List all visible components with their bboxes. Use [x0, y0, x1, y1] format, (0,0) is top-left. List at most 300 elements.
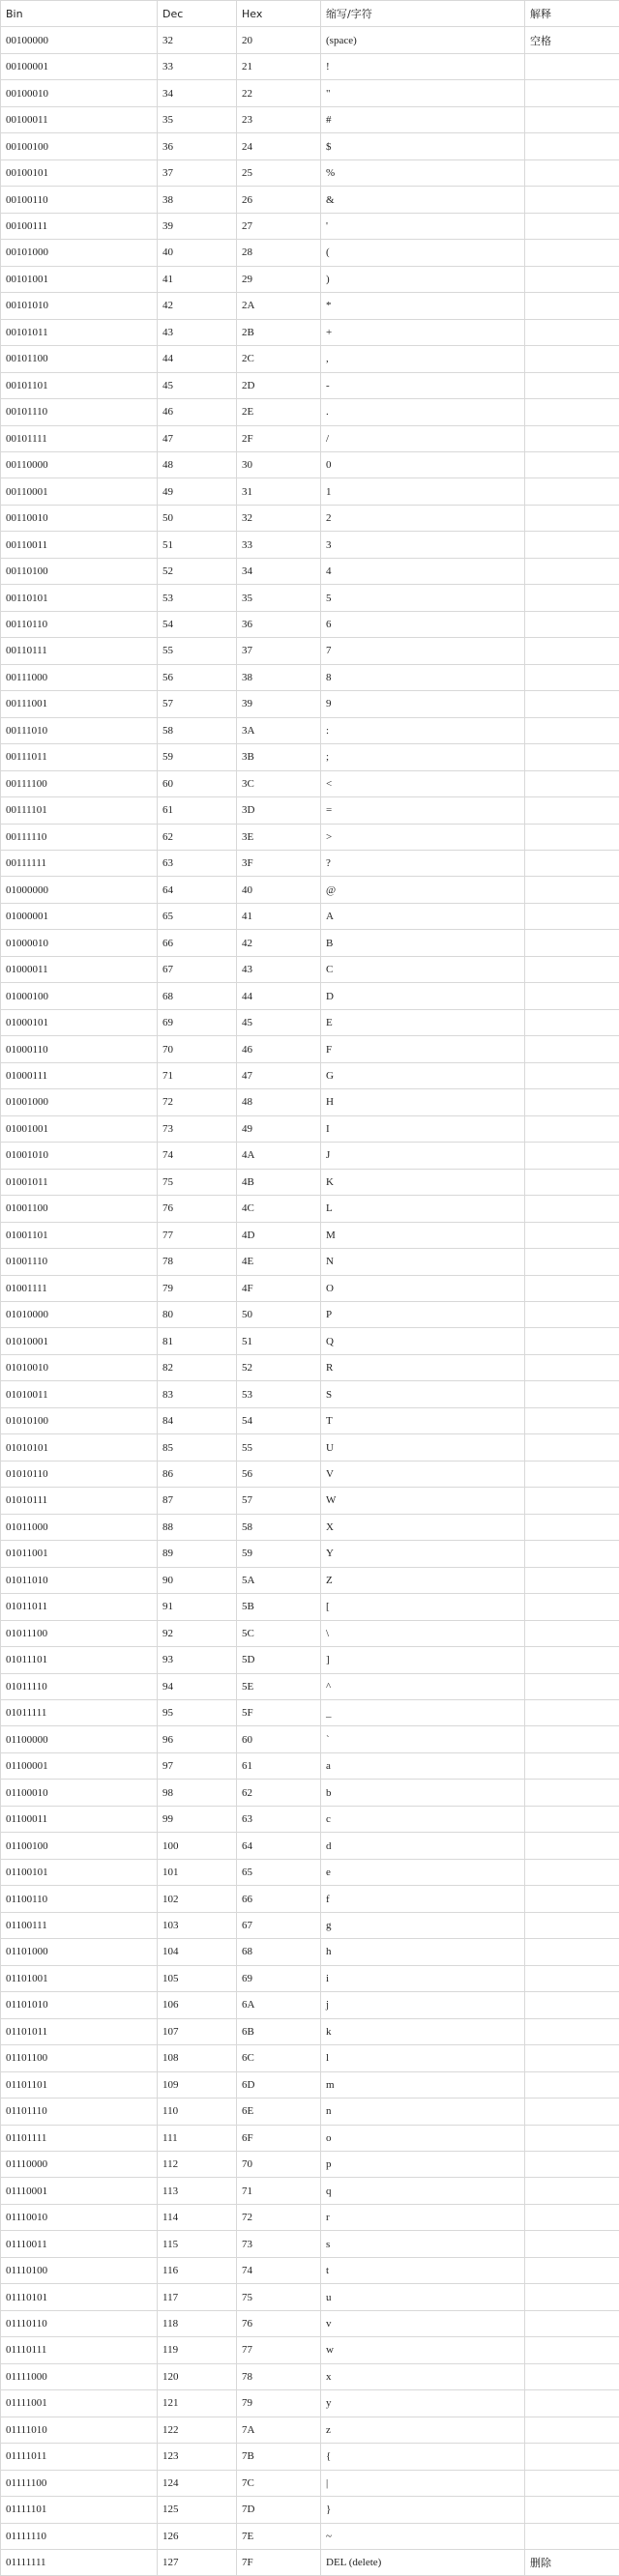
cell-hex: 63: [237, 1806, 321, 1832]
cell-dec: 57: [158, 691, 237, 717]
cell-bin: 01111001: [1, 2390, 158, 2417]
cell-dec: 109: [158, 2071, 237, 2098]
cell-bin: 01100101: [1, 1859, 158, 1885]
cell-bin: 00110110: [1, 611, 158, 637]
cell-explain: [525, 1089, 619, 1115]
table-row: [1, 1620, 619, 1646]
cell-explain: [525, 1434, 619, 1461]
cell-char: u: [321, 2284, 525, 2310]
cell-dec: 85: [158, 1434, 237, 1461]
cell-hex: 20: [237, 27, 321, 53]
cell-bin: 01000011: [1, 956, 158, 982]
cell-dec: 127: [158, 2550, 237, 2576]
cell-hex: 46: [237, 1036, 321, 1062]
cell-dec: 82: [158, 1354, 237, 1380]
cell-char: Q: [321, 1328, 525, 1354]
cell-hex: 3F: [237, 851, 321, 877]
cell-char: q: [321, 2178, 525, 2204]
cell-dec: 63: [158, 851, 237, 877]
cell-bin: 01011100: [1, 1620, 158, 1646]
cell-dec: 45: [158, 372, 237, 398]
cell-hex: 29: [237, 266, 321, 292]
table-row: [1, 2444, 619, 2470]
table-row: [1, 1222, 619, 1248]
cell-explain: [525, 930, 619, 956]
table-row: [1, 187, 619, 213]
cell-dec: 80: [158, 1301, 237, 1327]
cell-explain: [525, 293, 619, 319]
cell-bin: 01001111: [1, 1275, 158, 1301]
cell-hex: 38: [237, 664, 321, 690]
cell-explain: [525, 2045, 619, 2071]
cell-hex: 5B: [237, 1594, 321, 1620]
cell-bin: 00111101: [1, 797, 158, 824]
cell-dec: 100: [158, 1833, 237, 1859]
cell-explain: [525, 1062, 619, 1088]
cell-explain: [525, 159, 619, 186]
cell-hex: 5F: [237, 1700, 321, 1726]
cell-bin: 00110001: [1, 478, 158, 505]
cell-hex: 52: [237, 1354, 321, 1380]
cell-char: C: [321, 956, 525, 982]
table-row: [1, 2310, 619, 2336]
cell-bin: 01000101: [1, 1009, 158, 1035]
cell-char: -: [321, 372, 525, 398]
cell-dec: 64: [158, 877, 237, 903]
cell-char: K: [321, 1169, 525, 1195]
cell-explain: 删除: [525, 2550, 619, 2576]
table-row: [1, 1461, 619, 1487]
cell-dec: 95: [158, 1700, 237, 1726]
cell-explain: [525, 2071, 619, 2098]
cell-hex: 51: [237, 1328, 321, 1354]
cell-char: d: [321, 1833, 525, 1859]
cell-dec: 60: [158, 770, 237, 796]
cell-explain: [525, 2470, 619, 2496]
table-row: [1, 1833, 619, 1859]
cell-explain: [525, 1965, 619, 1991]
cell-bin: 00100001: [1, 53, 158, 79]
table-row: [1, 2363, 619, 2389]
cell-dec: 36: [158, 133, 237, 159]
cell-dec: 72: [158, 1089, 237, 1115]
cell-explain: [525, 346, 619, 372]
table-row: [1, 1514, 619, 1540]
cell-bin: 01110100: [1, 2257, 158, 2283]
cell-char: ^: [321, 1673, 525, 1699]
cell-bin: 01111110: [1, 2523, 158, 2549]
cell-bin: 01010011: [1, 1381, 158, 1407]
cell-bin: 01111111: [1, 2550, 158, 2576]
cell-char: M: [321, 1222, 525, 1248]
cell-dec: 99: [158, 1806, 237, 1832]
cell-bin: 01011110: [1, 1673, 158, 1699]
cell-explain: [525, 956, 619, 982]
cell-explain: [525, 213, 619, 239]
cell-explain: [525, 1541, 619, 1567]
table-row: [1, 2125, 619, 2151]
table-row: [1, 133, 619, 159]
cell-char: ': [321, 213, 525, 239]
cell-bin: 01101011: [1, 2018, 158, 2044]
cell-dec: 106: [158, 1992, 237, 2018]
cell-dec: 50: [158, 505, 237, 531]
cell-hex: 21: [237, 53, 321, 79]
cell-explain: [525, 478, 619, 505]
cell-explain: [525, 532, 619, 558]
table-row: [1, 2178, 619, 2204]
table-row: [1, 797, 619, 824]
cell-dec: 42: [158, 293, 237, 319]
cell-dec: 90: [158, 1567, 237, 1593]
cell-bin: 01101111: [1, 2125, 158, 2151]
cell-dec: 39: [158, 213, 237, 239]
cell-hex: 66: [237, 1886, 321, 1912]
cell-bin: 00100100: [1, 133, 158, 159]
cell-dec: 86: [158, 1461, 237, 1487]
cell-explain: [525, 1886, 619, 1912]
table-row: [1, 1992, 619, 2018]
cell-explain: [525, 1115, 619, 1142]
cell-bin: 01010100: [1, 1407, 158, 1433]
cell-bin: 01000000: [1, 877, 158, 903]
cell-dec: 114: [158, 2204, 237, 2230]
table-row: [1, 240, 619, 266]
table-row: [1, 558, 619, 584]
cell-bin: 00101101: [1, 372, 158, 398]
cell-bin: 00111001: [1, 691, 158, 717]
cell-hex: 3B: [237, 744, 321, 770]
cell-bin: 01101101: [1, 2071, 158, 2098]
cell-char: s: [321, 2231, 525, 2257]
cell-explain: [525, 2125, 619, 2151]
cell-char: ;: [321, 744, 525, 770]
cell-explain: [525, 1301, 619, 1327]
table-row: [1, 2337, 619, 2363]
cell-char: /: [321, 425, 525, 451]
cell-bin: 01000100: [1, 983, 158, 1009]
cell-bin: 01100111: [1, 1912, 158, 1938]
table-row: [1, 1965, 619, 1991]
cell-bin: 01110000: [1, 2151, 158, 2177]
cell-explain: [525, 903, 619, 929]
table-row: [1, 213, 619, 239]
cell-char: 9: [321, 691, 525, 717]
cell-char: 1: [321, 478, 525, 505]
cell-dec: 38: [158, 187, 237, 213]
table-row: [1, 2417, 619, 2443]
cell-bin: 00110010: [1, 505, 158, 531]
table-row: [1, 2071, 619, 2098]
cell-char: ~: [321, 2523, 525, 2549]
cell-char: G: [321, 1062, 525, 1088]
cell-explain: [525, 824, 619, 850]
cell-hex: 68: [237, 1939, 321, 1965]
cell-explain: [525, 53, 619, 79]
cell-hex: 67: [237, 1912, 321, 1938]
cell-bin: 00101110: [1, 399, 158, 425]
cell-char: t: [321, 2257, 525, 2283]
cell-explain: [525, 770, 619, 796]
cell-dec: 102: [158, 1886, 237, 1912]
cell-dec: 94: [158, 1673, 237, 1699]
table-row: [1, 1328, 619, 1354]
cell-hex: 57: [237, 1488, 321, 1514]
cell-dec: 70: [158, 1036, 237, 1062]
cell-hex: 7F: [237, 2550, 321, 2576]
table-row: [1, 2497, 619, 2523]
header-explain: 解释: [525, 1, 619, 27]
cell-dec: 83: [158, 1381, 237, 1407]
cell-dec: 73: [158, 1115, 237, 1142]
cell-hex: 6E: [237, 2098, 321, 2125]
table-row: [1, 851, 619, 877]
cell-explain: [525, 638, 619, 664]
cell-explain: [525, 1992, 619, 2018]
cell-hex: 32: [237, 505, 321, 531]
cell-hex: 24: [237, 133, 321, 159]
cell-explain: [525, 877, 619, 903]
cell-hex: 2C: [237, 346, 321, 372]
cell-char: (space): [321, 27, 525, 53]
cell-hex: 7E: [237, 2523, 321, 2549]
cell-dec: 52: [158, 558, 237, 584]
cell-explain: [525, 1381, 619, 1407]
cell-char: {: [321, 2444, 525, 2470]
cell-hex: 59: [237, 1541, 321, 1567]
cell-hex: 33: [237, 532, 321, 558]
cell-char: 7: [321, 638, 525, 664]
cell-bin: 01010000: [1, 1301, 158, 1327]
cell-char: r: [321, 2204, 525, 2230]
cell-hex: 56: [237, 1461, 321, 1487]
cell-explain: [525, 240, 619, 266]
cell-hex: 48: [237, 1089, 321, 1115]
cell-char: N: [321, 1249, 525, 1275]
cell-char: v: [321, 2310, 525, 2336]
header-bin: Bin: [1, 1, 158, 27]
cell-explain: [525, 1249, 619, 1275]
cell-hex: 55: [237, 1434, 321, 1461]
cell-explain: [525, 2098, 619, 2125]
cell-hex: 7C: [237, 2470, 321, 2496]
cell-explain: [525, 372, 619, 398]
cell-explain: [525, 717, 619, 743]
cell-bin: 01010010: [1, 1354, 158, 1380]
table-row: [1, 824, 619, 850]
cell-hex: 3C: [237, 770, 321, 796]
table-row: [1, 1939, 619, 1965]
cell-explain: [525, 187, 619, 213]
cell-bin: 01000010: [1, 930, 158, 956]
cell-hex: 34: [237, 558, 321, 584]
cell-char: |: [321, 2470, 525, 2496]
cell-explain: [525, 1700, 619, 1726]
cell-hex: 4F: [237, 1275, 321, 1301]
cell-dec: 68: [158, 983, 237, 1009]
cell-explain: [525, 2390, 619, 2417]
cell-char: #: [321, 106, 525, 132]
table-row: [1, 532, 619, 558]
cell-explain: [525, 1806, 619, 1832]
cell-explain: [525, 133, 619, 159]
cell-char: P: [321, 1301, 525, 1327]
cell-bin: 01011010: [1, 1567, 158, 1593]
table-row: [1, 2204, 619, 2230]
cell-bin: 01010110: [1, 1461, 158, 1487]
cell-bin: 00101001: [1, 266, 158, 292]
cell-hex: 2B: [237, 319, 321, 345]
cell-char: X: [321, 1514, 525, 1540]
table-row: [1, 2550, 619, 2576]
cell-dec: 115: [158, 2231, 237, 2257]
cell-explain: [525, 1196, 619, 1222]
cell-hex: 36: [237, 611, 321, 637]
cell-dec: 78: [158, 1249, 237, 1275]
cell-dec: 98: [158, 1780, 237, 1806]
cell-char: g: [321, 1912, 525, 1938]
table-row: [1, 399, 619, 425]
cell-dec: 91: [158, 1594, 237, 1620]
cell-char: 5: [321, 585, 525, 611]
cell-hex: 60: [237, 1726, 321, 1752]
table-row: [1, 1036, 619, 1062]
cell-bin: 01011001: [1, 1541, 158, 1567]
cell-dec: 61: [158, 797, 237, 824]
table-row: [1, 585, 619, 611]
cell-hex: 22: [237, 80, 321, 106]
cell-char: e: [321, 1859, 525, 1885]
cell-dec: 105: [158, 1965, 237, 1991]
cell-char: `: [321, 1726, 525, 1752]
cell-explain: [525, 1275, 619, 1301]
cell-explain: [525, 1036, 619, 1062]
cell-hex: 27: [237, 213, 321, 239]
cell-char: p: [321, 2151, 525, 2177]
cell-char: 6: [321, 611, 525, 637]
cell-explain: [525, 558, 619, 584]
table-row: [1, 1806, 619, 1832]
cell-bin: 01100100: [1, 1833, 158, 1859]
cell-bin: 00100011: [1, 106, 158, 132]
cell-hex: 58: [237, 1514, 321, 1540]
cell-explain: [525, 1594, 619, 1620]
cell-dec: 49: [158, 478, 237, 505]
cell-char: y: [321, 2390, 525, 2417]
cell-hex: 61: [237, 1752, 321, 1779]
cell-hex: 6D: [237, 2071, 321, 2098]
cell-hex: 49: [237, 1115, 321, 1142]
cell-dec: 75: [158, 1169, 237, 1195]
cell-hex: 6A: [237, 1992, 321, 2018]
cell-bin: 00110111: [1, 638, 158, 664]
cell-char: DEL (delete): [321, 2550, 525, 2576]
table-row: [1, 664, 619, 690]
table-row: [1, 2098, 619, 2125]
cell-char: _: [321, 1700, 525, 1726]
cell-explain: [525, 319, 619, 345]
table-row: [1, 717, 619, 743]
cell-hex: 23: [237, 106, 321, 132]
cell-hex: 62: [237, 1780, 321, 1806]
cell-hex: 5C: [237, 1620, 321, 1646]
table-row: [1, 2284, 619, 2310]
cell-explain: [525, 2257, 619, 2283]
table-row: [1, 2018, 619, 2044]
table-row: [1, 1594, 619, 1620]
cell-char: U: [321, 1434, 525, 1461]
cell-char: S: [321, 1381, 525, 1407]
cell-explain: [525, 2018, 619, 2044]
cell-explain: [525, 2204, 619, 2230]
cell-dec: 118: [158, 2310, 237, 2336]
cell-bin: 00111110: [1, 824, 158, 850]
cell-char: 4: [321, 558, 525, 584]
cell-hex: 30: [237, 451, 321, 478]
cell-explain: [525, 1222, 619, 1248]
cell-dec: 47: [158, 425, 237, 451]
cell-explain: [525, 691, 619, 717]
table-row: [1, 346, 619, 372]
table-row: [1, 2523, 619, 2549]
cell-hex: 7D: [237, 2497, 321, 2523]
cell-hex: 37: [237, 638, 321, 664]
cell-char: Y: [321, 1541, 525, 1567]
cell-char: $: [321, 133, 525, 159]
cell-hex: 76: [237, 2310, 321, 2336]
cell-explain: [525, 664, 619, 690]
cell-char: 0: [321, 451, 525, 478]
cell-bin: 00100010: [1, 80, 158, 106]
table-row: [1, 2390, 619, 2417]
cell-hex: 7A: [237, 2417, 321, 2443]
cell-bin: 01110001: [1, 2178, 158, 2204]
cell-bin: 00100110: [1, 187, 158, 213]
cell-char: H: [321, 1089, 525, 1115]
table-row: [1, 611, 619, 637]
cell-char: [: [321, 1594, 525, 1620]
cell-bin: 00100111: [1, 213, 158, 239]
cell-bin: 00100101: [1, 159, 158, 186]
cell-hex: 3A: [237, 717, 321, 743]
table-row: [1, 1700, 619, 1726]
cell-dec: 104: [158, 1939, 237, 1965]
cell-bin: 01011011: [1, 1594, 158, 1620]
cell-hex: 4B: [237, 1169, 321, 1195]
cell-bin: 01010111: [1, 1488, 158, 1514]
cell-bin: 01101010: [1, 1992, 158, 2018]
cell-explain: [525, 2231, 619, 2257]
cell-bin: 00111100: [1, 770, 158, 796]
cell-char: I: [321, 1115, 525, 1142]
cell-char: f: [321, 1886, 525, 1912]
cell-hex: 28: [237, 240, 321, 266]
cell-dec: 93: [158, 1647, 237, 1673]
header-dec: Dec: [158, 1, 237, 27]
cell-hex: 42: [237, 930, 321, 956]
cell-dec: 33: [158, 53, 237, 79]
cell-hex: 31: [237, 478, 321, 505]
cell-char: o: [321, 2125, 525, 2151]
cell-bin: 01000001: [1, 903, 158, 929]
cell-dec: 67: [158, 956, 237, 982]
cell-explain: [525, 1780, 619, 1806]
cell-hex: 65: [237, 1859, 321, 1885]
cell-bin: 01001000: [1, 1089, 158, 1115]
cell-char: W: [321, 1488, 525, 1514]
cell-dec: 44: [158, 346, 237, 372]
cell-explain: [525, 1143, 619, 1169]
